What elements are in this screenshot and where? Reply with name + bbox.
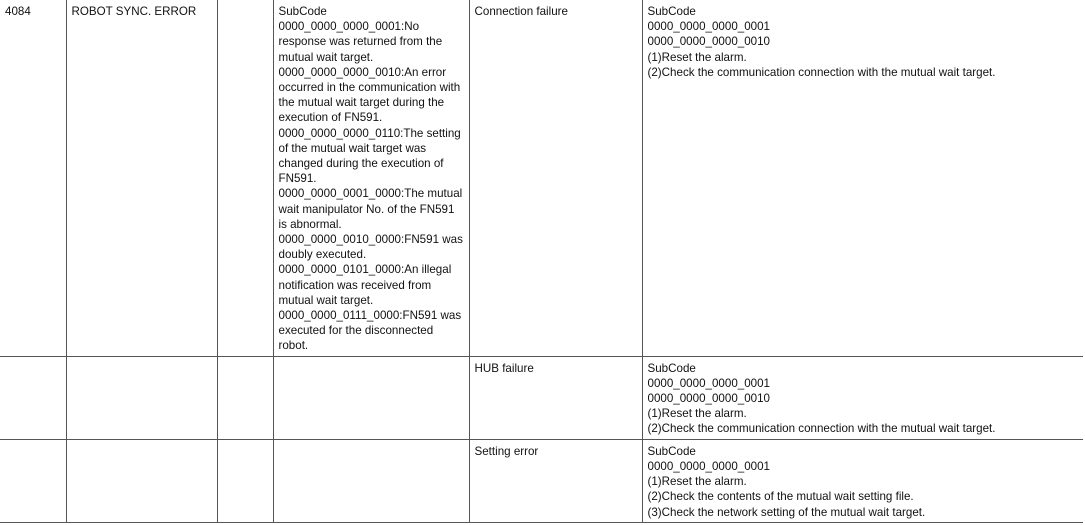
alarm-name-cell [66, 439, 217, 522]
cause-cell: Connection failure [469, 0, 642, 356]
cause-cell: Setting error [469, 439, 642, 522]
alarm-number-cell [0, 356, 66, 439]
cause-cell: HUB failure [469, 356, 642, 439]
table-row [0, 439, 1083, 522]
alarm-number-cell [0, 439, 66, 522]
sub-code-cell [217, 0, 273, 356]
meaning-cell [273, 356, 469, 439]
alarm-name-cell [66, 356, 217, 439]
remedy-cell: SubCode 0000_0000_0000_0001 0000_0000_0000_0010 (1)Reset the alarm. (2)Check the communication connection with the mutual wait target. [642, 356, 1083, 439]
meaning-cell: SubCode 0000_0000_0000_0001:No response was returned from the mutual wait target. 0000_0000_0000_0010:An error occurred in the communication with the mutual wait target during the execution of FN591. 0000_0000_0000_0110:The setting of the mutual wait target was changed during the execution of FN591. 0000_0000_0001_0000:The mutual wait manipulator No. of the FN591 is abnormal. 0000_0000_0010_0000:FN591 was doubly executed. 0000_0000_0101_0000:An illegal notification was received from mutual wait target. 0000_0000_0111_0000:FN591 was executed for the disconnected robot. [273, 0, 469, 356]
remedy-cell: SubCode 0000_0000_0000_0001 0000_0000_0000_0010 (1)Reset the alarm. (2)Check the communication connection with the mutual wait target. [642, 0, 1083, 356]
table-row [0, 356, 1083, 439]
meaning-cell [273, 439, 469, 522]
remedy-cell: SubCode 0000_0000_0000_0001 (1)Reset the alarm. (2)Check the contents of the mutual wait setting file. (3)Check the network setting of the mutual wait target. [642, 439, 1083, 522]
alarm-number-cell: 4084 [0, 0, 66, 356]
sub-code-cell [217, 356, 273, 439]
alarm-name-cell: ROBOT SYNC. ERROR [66, 0, 217, 356]
sub-code-cell [217, 439, 273, 522]
